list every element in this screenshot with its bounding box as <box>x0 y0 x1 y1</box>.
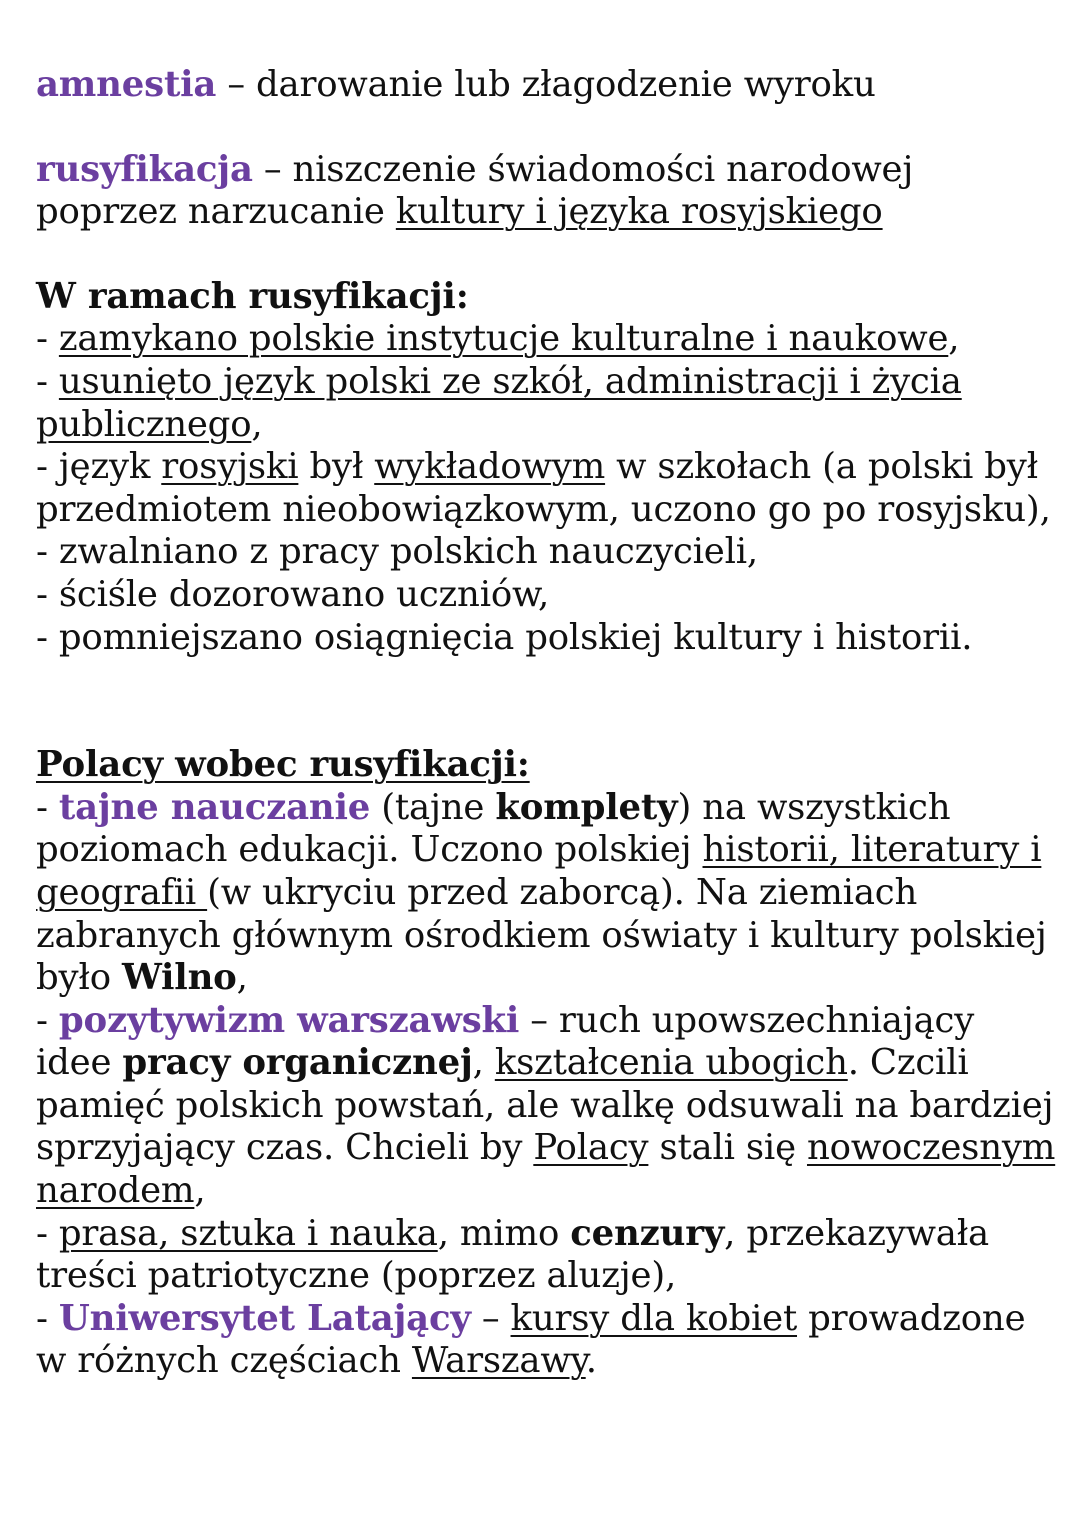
underlined-word: rosyjski <box>161 446 299 488</box>
underlined-phrase: zamykano polskie instytucje kulturalne i naukowe <box>58 318 949 360</box>
list-item <box>36 318 1056 361</box>
key-term: Uniwersytet Latający <box>58 1297 471 1339</box>
item-text: , <box>472 1042 495 1084</box>
list-item <box>36 446 1056 531</box>
bold-term: pracy organicznej <box>122 1042 473 1084</box>
term-rusyfikacja: rusyfikacja <box>36 148 253 190</box>
definition-rusyfikacja <box>36 149 1056 234</box>
bold-term: Wilno <box>121 957 237 999</box>
list-item <box>36 1213 1056 1298</box>
list-item: - zwalniano z pracy polskich nauczycieli, <box>36 531 758 573</box>
definition-text: – niszczenie świadomości narodowej poprzez narzucanie <box>36 148 914 233</box>
item-text: stali się <box>648 1127 807 1169</box>
bullet-dash: - <box>36 318 59 360</box>
key-term: tajne nauczanie <box>58 786 371 828</box>
key-term: pozytywizm warszawski <box>58 999 520 1041</box>
term-amnestia: amnestia <box>36 64 217 105</box>
item-text: (tajne <box>370 786 496 828</box>
underlined-word: Polacy <box>533 1127 649 1169</box>
list-item <box>36 361 1056 446</box>
list-item: - ściśle dozorowano uczniów, <box>36 573 550 615</box>
item-text: , <box>948 318 960 360</box>
section-heading-polacy: Polacy wobec rusyfikacji: <box>36 744 530 786</box>
underlined-word: wykładowym <box>374 446 606 488</box>
item-text: – ruch upowszechniający idee <box>36 999 975 1084</box>
underlined-word: Warszawy <box>411 1340 586 1382</box>
item-text: , przekazywała treści patriotyczne (poprzez aluzje), <box>36 1212 990 1297</box>
bullet-dash: - <box>36 1212 59 1254</box>
underlined-phrase: nowoczesnym narodem <box>36 1127 1056 1212</box>
underlined-phrase: kształcenia ubogich <box>494 1042 848 1084</box>
underlined-phrase: historii, literatury i geografii <box>36 829 1042 913</box>
item-text: . <box>585 1340 597 1382</box>
item-text: (w ukryciu przed zaborcą). Na ziemiach zabranych głównym ośrodkiem oświaty i kultury polskiej było <box>36 871 1047 999</box>
item-text: ) na wszystkich poziomach edukacji. Uczono polskiej <box>36 786 951 871</box>
list-item <box>36 787 1056 1000</box>
item-text: , <box>194 1170 206 1212</box>
item-text: w szkołach (a polski był przedmiotem nieobowiązkowym, uczono go po rosyjsku), <box>36 446 1051 530</box>
bullet-dash: - <box>36 360 59 402</box>
underlined-phrase: kursy dla kobiet <box>510 1297 798 1339</box>
bold-term: komplety <box>495 786 678 828</box>
definition-text: – darowanie lub złagodzenie wyroku <box>216 64 876 105</box>
item-text: . Czcili pamięć polskich powstań, ale walkę odsuwali na bardziej sprzyjający czas. Chcieli by <box>36 1042 1054 1169</box>
item-text: był <box>298 446 375 488</box>
item-text: - język <box>36 446 162 488</box>
list-item <box>36 1298 1056 1383</box>
item-text: , mimo <box>437 1212 571 1254</box>
section-heading-w-ramach: W ramach rusyfikacji: <box>36 275 469 317</box>
list-item <box>36 1000 1056 1213</box>
list-item: - pomniejszano osiągnięcia polskiej kultury i historii. <box>36 616 973 658</box>
underlined-phrase: kultury i języka rosyjskiego <box>395 191 883 233</box>
item-text: prowadzone w różnych częściach <box>36 1297 1026 1382</box>
definition-amnestia <box>36 64 1056 107</box>
bullet-dash: - <box>36 1297 59 1339</box>
bullet-dash: - <box>36 786 59 828</box>
bullet-dash: - <box>36 999 59 1041</box>
item-text: , <box>251 403 263 445</box>
item-text: – <box>470 1297 511 1339</box>
item-text: , <box>236 957 248 999</box>
underlined-phrase: prasa, sztuka i nauka <box>58 1212 438 1254</box>
notes-page <box>36 64 1056 1383</box>
underlined-phrase: usunięto język polski ze szkół, administracji i życia publicznego <box>36 360 962 445</box>
bold-term: cenzury <box>570 1212 725 1254</box>
